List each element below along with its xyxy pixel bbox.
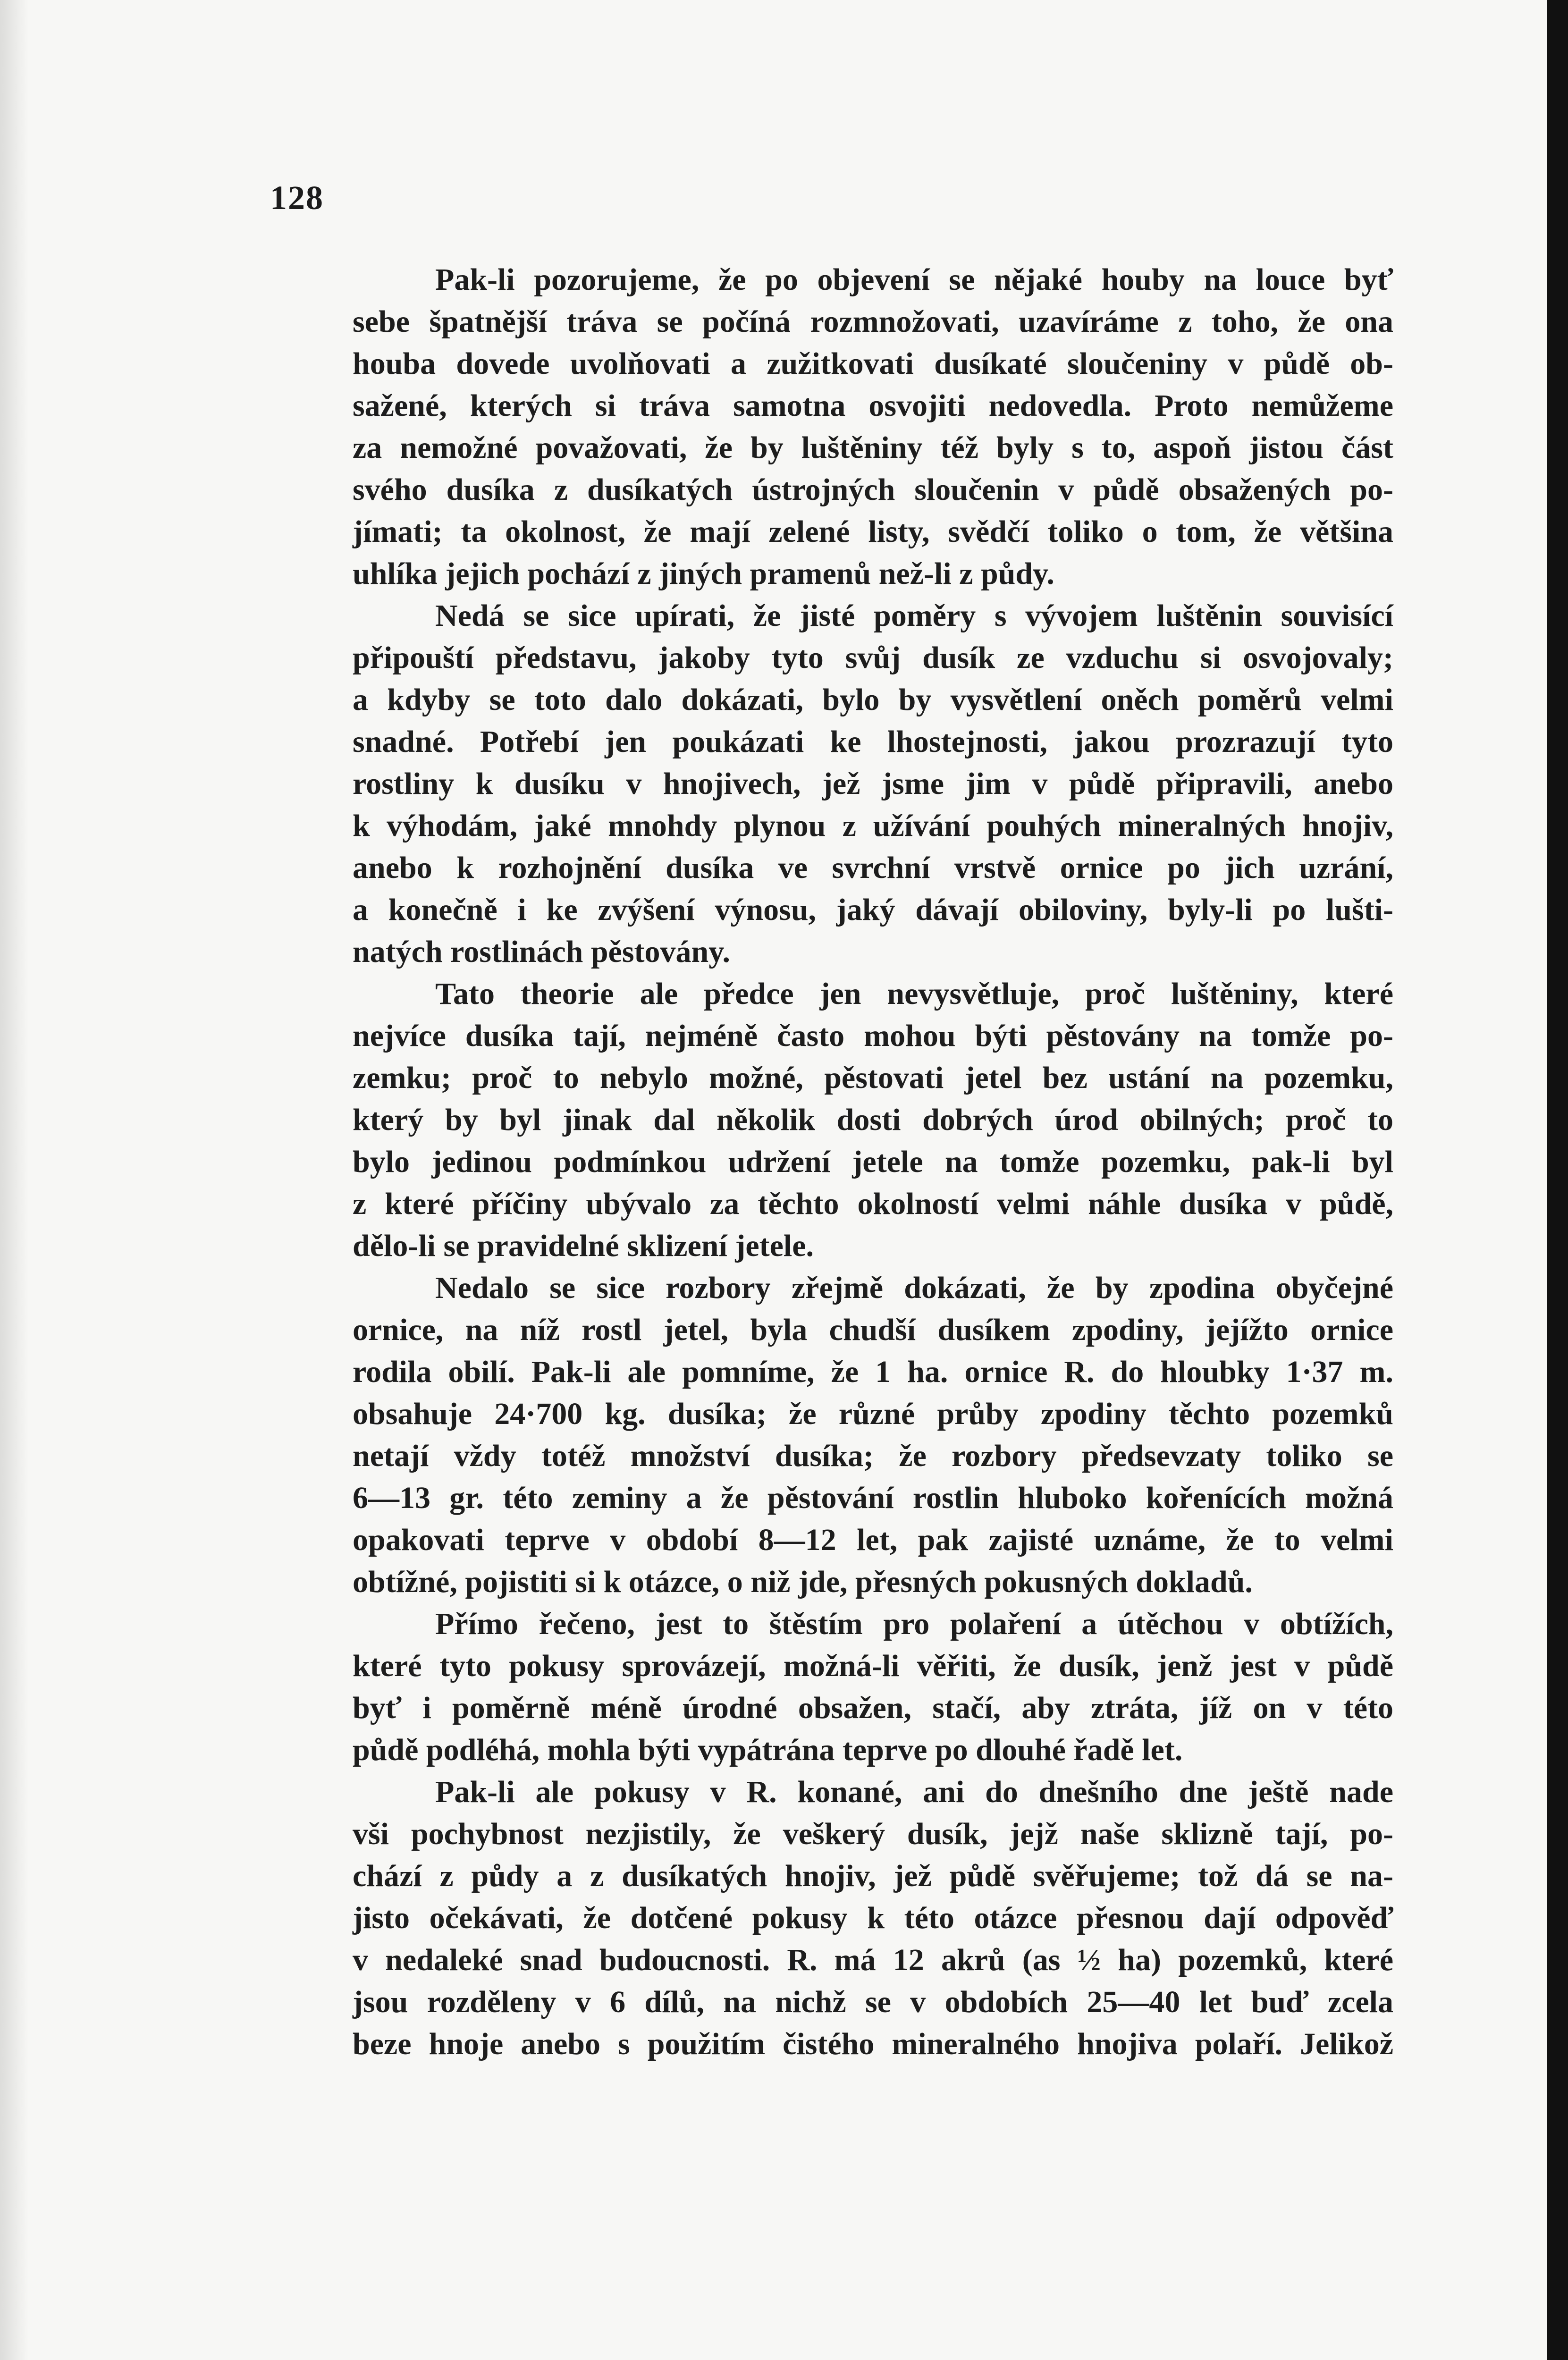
paragraph-2 bbox=[270, 595, 1393, 973]
text-line: rostliny k dusíku v hnojivech, jež jsme jim v půdě připravili, anebo bbox=[353, 767, 1393, 801]
text-line: anebo k rozhojnění dusíka ve svrchní vrstvě ornice po jich uzrání, bbox=[353, 851, 1393, 885]
text-line: dělo-li se pravidelné sklizení jetele. bbox=[353, 1229, 814, 1263]
text-line: rodila obilí. Pak-li ale pomníme, že 1 ha. ornice R. do hloubky 1·37 m. bbox=[353, 1355, 1393, 1389]
scan-edge-border bbox=[1547, 0, 1568, 2360]
text-line: natých rostlinách pěstovány. bbox=[353, 935, 731, 969]
text-line: ornice, na níž rostl jetel, byla chudší dusíkem zpodiny, jejížto ornice bbox=[353, 1313, 1393, 1347]
text-line: bylo jedinou podmínkou udržení jetele na tomže pozemku, pak-li byl bbox=[353, 1145, 1393, 1179]
text-line: které tyto pokusy sprovázejí, možná-li věřiti, že dusík, jenž jest v půdě bbox=[353, 1649, 1393, 1683]
text-line: beze hnoje anebo s použitím čistého mineralného hnojiva polaří. Jelikož bbox=[353, 2027, 1393, 2061]
page-gutter-shadow bbox=[0, 0, 28, 2360]
text-line: 6—13 gr. této zeminy a že pěstování rostlin hluboko kořenících možná bbox=[353, 1481, 1393, 1515]
text-line: zemku; proč to nebylo možné, pěstovati jetel bez ustání na pozemku, bbox=[353, 1061, 1393, 1095]
text-line: který by byl jinak dal několik dosti dobrých úrod obilných; proč to bbox=[353, 1103, 1393, 1137]
page-number: 128 bbox=[270, 179, 324, 217]
text-line: netají vždy totéž množství dusíka; že rozbory předsevzaty toliko se bbox=[353, 1439, 1393, 1473]
text-line: Nedá se sice upírati, že jisté poměry s vývojem luštěnin souvisící bbox=[435, 598, 1393, 633]
text-line: chází z půdy a z dusíkatých hnojiv, jež půdě svěřujeme; tož dá se na- bbox=[353, 1859, 1393, 1893]
text-line: jisto očekávati, že dotčené pokusy k této otázce přesnou dají odpověď bbox=[353, 1901, 1393, 1935]
text-line: připouští představu, jakoby tyto svůj dusík ze vzduchu si osvojovaly; bbox=[353, 641, 1393, 675]
text-line: Pak-li ale pokusy v R. konané, ani do dnešního dne ještě nade bbox=[435, 1775, 1393, 1809]
body-text bbox=[270, 259, 1393, 2065]
text-line: houba dovede uvolňovati a zužitkovati dusíkaté sloučeniny v půdě ob- bbox=[353, 346, 1393, 381]
text-line: jsou rozděleny v 6 dílů, na nichž se v obdobích 25—40 let buď zcela bbox=[353, 1985, 1393, 2019]
text-line: snadné. Potřebí jen poukázati ke lhostejnosti, jakou prozrazují tyto bbox=[353, 725, 1393, 759]
text-line: nejvíce dusíka tají, nejméně často mohou býti pěstovány na tomže po- bbox=[353, 1019, 1393, 1053]
text-line: z které příčiny ubývalo za těchto okolností velmi náhle dusíka v půdě, bbox=[353, 1187, 1393, 1221]
text-line: uhlíka jejich pochází z jiných pramenů než-li z půdy. bbox=[353, 556, 1054, 591]
text-line: k výhodám, jaké mnohdy plynou z užívání pouhých mineralných hnojiv, bbox=[353, 809, 1393, 843]
text-line: Přímo řečeno, jest to štěstím pro polaření a útěchou v obtížích, bbox=[435, 1607, 1393, 1641]
paragraph-4 bbox=[270, 1267, 1393, 1603]
text-line: opakovati teprve v období 8—12 let, pak zajisté uznáme, že to velmi bbox=[353, 1523, 1393, 1557]
text-line: sebe špatnější tráva se počíná rozmnožovati, uzavíráme z toho, že ona bbox=[353, 304, 1393, 339]
text-line: za nemožné považovati, že by luštěniny též byly s to, aspoň jistou část bbox=[353, 430, 1393, 465]
text-line: v nedaleké snad budoucnosti. R. má 12 akrů (as ½ ha) pozemků, které bbox=[353, 1943, 1393, 1977]
paragraph-1 bbox=[270, 259, 1393, 595]
paragraph-3 bbox=[270, 973, 1393, 1267]
text-line: obtížné, pojistiti si k otázce, o niž jde, přesných pokusných dokladů. bbox=[353, 1565, 1253, 1599]
text-line: obsahuje 24·700 kg. dusíka; že různé průby zpodiny těchto pozemků bbox=[353, 1397, 1393, 1431]
text-line: vši pochybnost nezjistily, že veškerý dusík, jejž naše sklizně tají, po- bbox=[353, 1817, 1393, 1851]
text-line: byť i poměrně méně úrodné obsažen, stačí, aby ztráta, jíž on v této bbox=[353, 1691, 1393, 1725]
text-line: Nedalo se sice rozbory zřejmě dokázati, že by zpodina obyčejné bbox=[435, 1271, 1393, 1305]
text-line: Pak-li pozorujeme, že po objevení se nějaké houby na louce byť bbox=[435, 262, 1393, 297]
text-line: a kdyby se toto dalo dokázati, bylo by vysvětlení oněch poměrů velmi bbox=[353, 683, 1393, 717]
text-line: Tato theorie ale předce jen nevysvětluje, proč luštěniny, které bbox=[435, 977, 1393, 1011]
paragraph-5 bbox=[270, 1603, 1393, 1771]
text-line: a konečně i ke zvýšení výnosu, jaký dávají obiloviny, byly-li po lušti- bbox=[353, 893, 1393, 927]
text-line: půdě podléhá, mohla býti vypátrána teprve po dlouhé řadě let. bbox=[353, 1733, 1183, 1767]
paragraph-6 bbox=[270, 1771, 1393, 2065]
text-line: svého dusíka z dusíkatých ústrojných sloučenin v půdě obsažených po- bbox=[353, 472, 1393, 507]
text-line: sažené, kterých si tráva samotna osvojiti nedovedla. Proto nemůžeme bbox=[353, 388, 1393, 423]
text-line: jímati; ta okolnost, že mají zelené listy, svědčí toliko o tom, že většina bbox=[353, 514, 1393, 549]
